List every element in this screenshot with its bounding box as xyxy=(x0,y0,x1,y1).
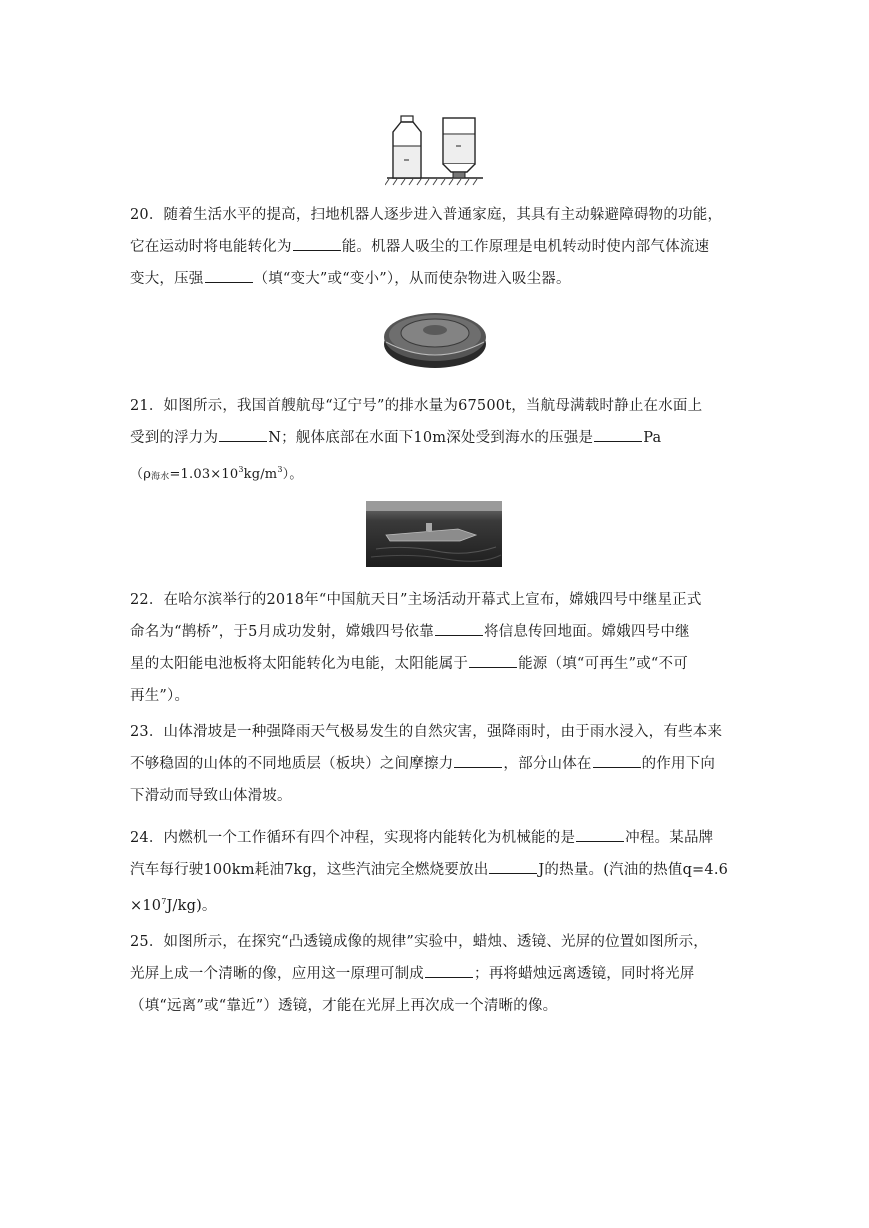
q25-line-3: （填“远离”或“靠近”）透镜，才能在光屏上再次成一个清晰的像。 xyxy=(130,998,558,1014)
q25-line-1: 25．如图所示，在探究“凸透镜成像的规律”实验中，蜡烛、透镜、光屏的位置如图所示， xyxy=(130,934,708,950)
q20-blank-2[interactable] xyxy=(205,268,253,283)
q21-line-3: （ρ海水$=1.03\times 10^3kg/m^3$）。 xyxy=(130,465,303,482)
q22-line-2: 命名为“鹊桥”，于5月成功发射，嫦娥四号依靠 将信息传回地面。嫦娥四号中继 xyxy=(130,616,740,648)
question-24 xyxy=(130,822,740,918)
q21-line-2: 受到的浮力为 N；舰体底部在水面下10m深处受到海水的压强是 Pa xyxy=(130,422,740,454)
q24-line-2: 汽车每行驶100km耗油7kg，这些汽油完全燃烧要放出 J的热量。(汽油的热值q=4.6 xyxy=(130,854,740,886)
q22-line-1: 22．在哈尔滨举行的2018年“中国航天日”主场活动开幕式上宣布，嫦娥四号中继星正式 xyxy=(130,592,702,608)
q20-line-3: 变大，压强 （填“变大”或“变小”），从而使杂物进入吸尘器。 xyxy=(130,263,740,295)
q24-line-1: 24．内燃机一个工作循环有四个冲程，实现将内能转化为机械能的是 冲程。某品牌 xyxy=(130,822,740,854)
question-20 xyxy=(130,199,740,295)
q24-line-3: $\times 10^7J/kg$)。 xyxy=(130,897,217,914)
q20-line-1: 20．随着生活水平的提高，扫地机器人逐步进入普通家庭，其具有主动躲避障碍物的功能， xyxy=(130,207,723,223)
q23-line-1: 23．山体滑坡是一种强降雨天气极易发生的自然灾害，强降雨时，由于雨水浸入，有些本来 xyxy=(130,724,723,740)
robot-vacuum-figure xyxy=(382,306,488,372)
q22-blank-2[interactable] xyxy=(469,653,517,668)
q20-blank-1[interactable] xyxy=(293,236,341,251)
q22-line-4: 再生”）。 xyxy=(130,688,190,704)
q23-blank-1[interactable] xyxy=(454,753,502,768)
q24-blank-1[interactable] xyxy=(576,827,624,842)
q21-blank-2[interactable] xyxy=(594,427,642,442)
q20-line-2: 它在运动时将电能转化为 能。机器人吸尘的工作原理是电机转动时使内部气体流速 xyxy=(130,231,740,263)
q24-blank-2[interactable] xyxy=(489,859,537,874)
q25-blank-1[interactable] xyxy=(425,963,473,978)
q22-blank-1[interactable] xyxy=(435,621,483,636)
question-23 xyxy=(130,716,740,812)
q21-blank-1[interactable] xyxy=(219,427,267,442)
q23-line-2: 不够稳固的山体的不同地质层（板块）之间摩擦力 ，部分山体在 的作用下向 xyxy=(130,748,740,780)
question-21 xyxy=(130,390,740,486)
question-25 xyxy=(130,926,740,1022)
question-22 xyxy=(130,584,740,712)
q21-line-1: 21．如图所示，我国首艘航母“辽宁号”的排水量为67500t，当航母满载时静止在水面上 xyxy=(130,398,703,414)
q23-blank-2[interactable] xyxy=(593,753,641,768)
q22-line-3: 星的太阳能电池板将太阳能转化为电能，太阳能属于 能源（填“可再生”或“不可 xyxy=(130,648,740,680)
q25-line-2: 光屏上成一个清晰的像，应用这一原理可制成 ；再将蜡烛远离透镜，同时将光屏 xyxy=(130,958,740,990)
carrier-photo xyxy=(366,501,502,567)
bottles-figure xyxy=(385,112,485,190)
q23-line-3: 下滑动而导致山体滑坡。 xyxy=(130,788,292,804)
